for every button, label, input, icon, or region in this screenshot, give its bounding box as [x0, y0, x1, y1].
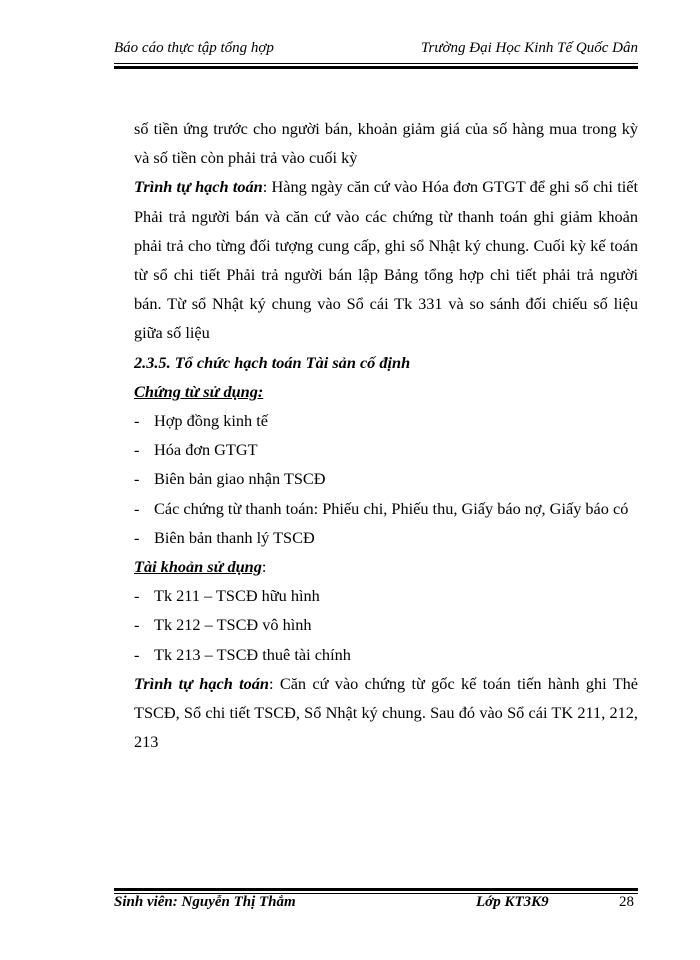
page-body: [134, 114, 638, 756]
list-item: - Các chứng từ thanh toán: Phiếu chi, Phiếu thu, Giấy báo nợ, Giấy báo có: [134, 494, 638, 523]
footer-class-code: Lớp KT3K9: [476, 894, 549, 910]
accounts-list: [134, 581, 638, 669]
list-marker: -: [134, 498, 140, 518]
vouchers-heading: Chứng từ sử dụng:: [134, 381, 264, 401]
list-marker: -: [134, 440, 140, 460]
header-rule-thin: [114, 63, 638, 64]
list-item: - Biên bản giao nhận TSCĐ: [134, 464, 638, 493]
accounts-heading: Tài khoản sử dụng:: [134, 557, 267, 577]
list-marker: -: [134, 644, 140, 664]
paragraph-supplier-payables: số tiền ứng trước cho người bán, khoản giảm giá của số hàng mua trong kỳ và số tiền còn phải trả vào cuối kỳ: [134, 119, 638, 168]
paragraph-fixed-asset-procedure: [134, 669, 638, 757]
header-rule-thick: [114, 66, 638, 69]
footer-student-name: Sinh viên: Nguyễn Thị Thắm: [114, 894, 296, 910]
procedure-text: : Hàng ngày căn cứ vào Hóa đơn GTGT để ghi sổ chi tiết Phải trả người bán và căn cứ vào các chứng từ thanh toán ghi giảm khoản phải trả cho từng đối tượng cung cấp, ghi sổ Nhật ký chung. Cuối kỳ kế toán từ sổ chi tiết Phải trả người bán lập Bảng tổng hợp chi tiết phải trả người bán. Từ sổ Nhật ký chung vào Sổ cái Tk 331 và so sánh đối chiếu số liệu giữa số liệu: [134, 177, 639, 343]
page-number: 28: [619, 894, 634, 910]
vouchers-list: [134, 406, 638, 552]
list-item: - Hóa đơn GTGT: [134, 435, 638, 464]
list-marker: -: [134, 586, 140, 606]
section-heading: 2.3.5. Tổ chức hạch toán Tài sản cố định: [134, 352, 411, 372]
list-item: - Hợp đồng kinh tế: [134, 406, 638, 435]
list-marker: -: [134, 615, 140, 635]
list-marker: -: [134, 527, 140, 547]
header-university: Trường Đại Học Kinh Tế Quốc Dân: [420, 40, 638, 56]
procedure-label: Trình tự hạch toán: [134, 673, 269, 693]
list-marker: -: [134, 469, 140, 489]
list-item: - Tk 211 – TSCĐ hữu hình: [134, 581, 638, 610]
paragraph-accounting-procedure: [134, 172, 638, 347]
list-item: - Tk 212 – TSCĐ vô hình: [134, 610, 638, 639]
list-item: - Biên bản thanh lý TSCĐ: [134, 523, 638, 552]
list-marker: -: [134, 411, 140, 431]
procedure-text: : Căn cứ vào chứng từ gốc kế toán tiến hành ghi Thẻ TSCĐ, Sổ chi tiết TSCĐ, Sổ Nhật ký chung. Sau đó vào Sổ cái TK 211, 212, 213: [134, 673, 639, 752]
header-report-title: Báo cáo thực tập tổng hợp: [114, 40, 274, 56]
procedure-label: Trình tự hạch toán: [134, 177, 263, 197]
list-item: - Tk 213 – TSCĐ thuê tài chính: [134, 640, 638, 669]
footer-rule-thick: [114, 888, 638, 891]
